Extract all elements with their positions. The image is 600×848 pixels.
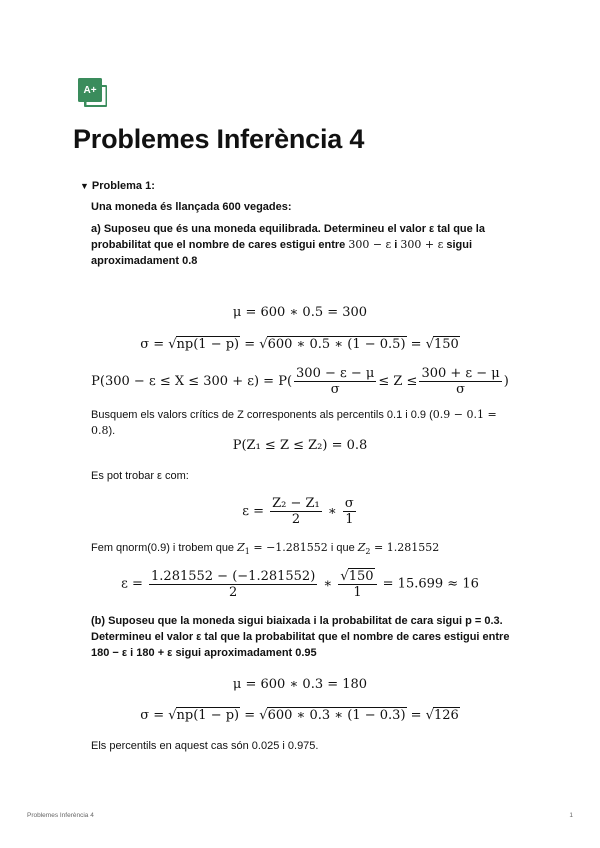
equation-pz: P(Z₁ ≤ Z ≤ Z₂) = 0.8: [232, 438, 368, 453]
svg-text:A+: A+: [83, 85, 97, 96]
equation-mu-a: μ = 600 ∗ 0.5 = 300: [232, 305, 368, 320]
equation-epsilon: ε = $\frac{\text{Z₂ − Z₁}}{2}$ ∗ $\frac{\sigma}{1}$: [242, 496, 354, 527]
problem-heading: Problema 1:: [91, 180, 155, 192]
part-b-line1: (b) Suposeu que la moneda sigui biaixada i la probabilitat de cara sigui p = 0.3.: [91, 615, 503, 627]
es-pot-text: Es pot trobar ε com:: [91, 470, 189, 482]
equation-sigma-a: σ = √np(1 − p) = √600 ∗ 0.5 ∗ (1 − 0.5) = √150: [140, 337, 459, 352]
busquem-text: Busquem els valors crítics de Z corresponents als percentils 0.1 i 0.9 (0.9 − 0.1 = 0.8).: [91, 408, 497, 437]
part-b-line3: 180 − ε i 180 + ε sigui aproximadament 0.95: [91, 647, 317, 659]
equation-mu-b: μ = 600 ∗ 0.3 = 180: [232, 677, 368, 692]
percentils-text: Els percentils en aquest cas són 0.025 i 0.975.: [91, 740, 319, 752]
equation-epsilon-value: ε = $\frac{1.281552 - (-1.281552)}{2}$ ∗ $\frac{√150}{1}$ = 15.699 ≈ 16: [121, 568, 479, 600]
part-a-line2: probabilitat que el nombre de cares estigui entre 300 − ε i 300 + ε sigui: [91, 238, 473, 251]
fem-text: Fem qnorm(0.9) i trobem que $Z_1 = -1.281552$ i que $Z_2 = 1.281552$: [91, 541, 440, 557]
caret-down-icon: ▼: [80, 181, 89, 191]
a-plus-notebook-icon: [78, 78, 108, 108]
equation-sigma-b: σ = √np(1 − p) = √600 ∗ 0.3 ∗ (1 − 0.3) = √126: [140, 708, 459, 723]
intro-text: Una moneda és llançada 600 vegades:: [91, 201, 292, 213]
problem-toggle[interactable]: [80, 180, 155, 192]
part-a-line3: aproximadament 0.8: [91, 255, 198, 267]
footer-title: Problemes Inferència 4: [27, 812, 94, 819]
page-number: 1: [569, 812, 573, 819]
part-a-line1: a) Suposeu que és una moneda equilibrada. Determineu el valor ε tal que la: [91, 223, 485, 235]
equation-probability: P(300 − ε ≤ X ≤ 300 + ε) = P( $\frac{300 - \varepsilon - \mu}{\sigma}$ ≤ Z ≤ $\frac{300 + \varepsilon - \mu}{\sigma}$ ): [91, 366, 509, 397]
page-title: Problemes Inferència 4: [73, 124, 365, 154]
part-b-line2: Determineu el valor ε tal que la probabilitat que el nombre de cares estigui entre: [91, 631, 510, 643]
